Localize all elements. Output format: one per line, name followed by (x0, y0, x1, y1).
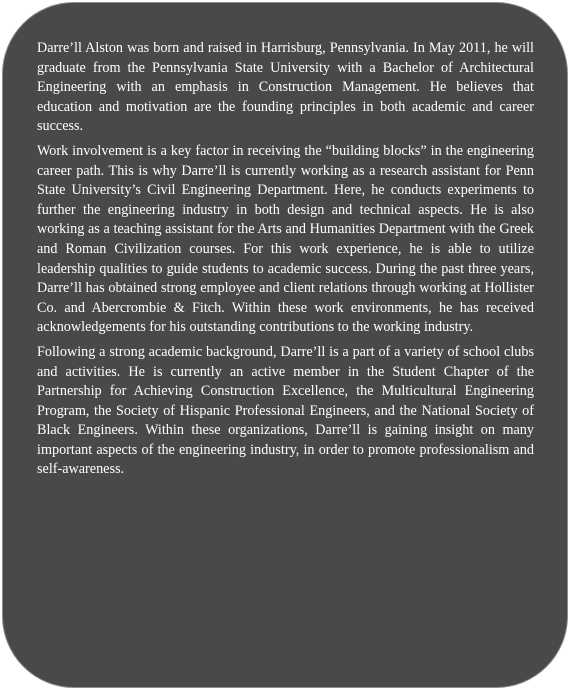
bio-paragraph-education: Darre’ll Alston was born and raised in Harrisburg, Pennsylvania. In May 2011, he will graduate from the Pennsylvania State University with a Bachelor of Architectural Engineering with an emphasis in Construction Management. He believes that education and motivation are the founding principles in both academic and career success. (37, 40, 534, 135)
bio-paragraph-work: Work involvement is a key factor in receiving the “building blocks” in the engineering career path. This is why Darre’ll is currently working as a research assistant for Penn State University’s Civil Engineering Department. Here, he conducts experiments to further the engineering industry in both design and technical aspects. He is also working as a teaching assistant for the Arts and Humanities Department with the Greek and Roman Civilization courses. For this work experience, he is able to utilize leadership qualities to guide students to academic success. During the past three years, Darre’ll has obtained strong employee and client relations through working at Hollister Co. and Abercrombie & Fitch. Within these work environments, he has received acknowledgements for his outstanding contributions to the working industry. (37, 142, 534, 336)
biography-text-box (2, 2, 568, 688)
bio-paragraph-activities: Following a strong academic background, Darre’ll is a part of a variety of school clubs and activities. He is currently an active member in the Student Chapter of the Partnership for Achieving Construction Excellence, the Multicultural Engineering Program, the Society of Hispanic Professional Engineers, and the National Society of Black Engineers. Within these organizations, Darre’ll is gaining insight on many important aspects of the engineering industry, in order to promote professionalism and self-awareness. (37, 343, 534, 478)
